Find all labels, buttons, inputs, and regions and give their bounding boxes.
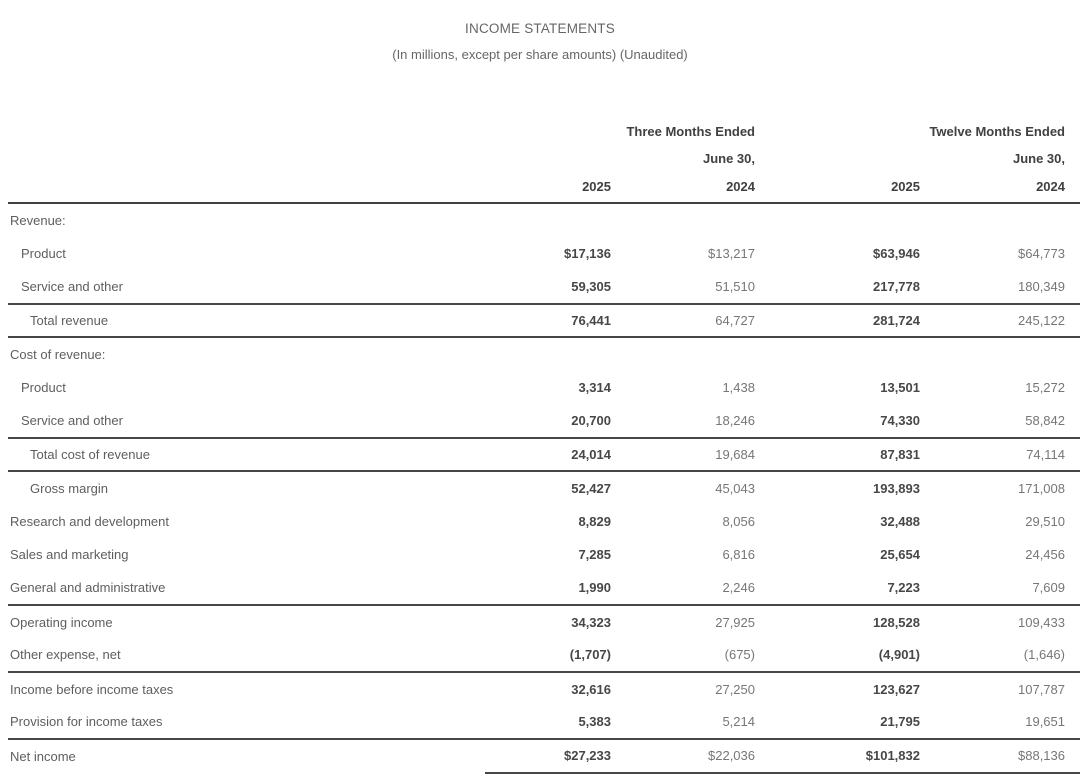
cell-value: 281,724: [755, 304, 920, 338]
cell-value: 2,246: [722, 580, 755, 596]
year-header-row: [8, 171, 1080, 203]
table-row: [8, 404, 1080, 438]
year-header-3mo-2025: 2025: [485, 171, 611, 203]
cell-value: 7,223: [887, 580, 920, 596]
cell-value: [755, 337, 920, 371]
row-label: Total revenue: [8, 304, 485, 338]
cell-value: 18,246: [715, 412, 755, 428]
cell-value: 5,383: [578, 714, 611, 730]
cell-value: 19,684: [611, 438, 755, 472]
cell-value: [755, 203, 920, 237]
cell-value: $88,136: [920, 739, 1080, 773]
cell-value: 107,787: [920, 672, 1080, 706]
year-header-12mo-2024: 2024: [920, 171, 1080, 203]
cell-value: 109,433: [920, 605, 1080, 639]
cell-value: $64,773: [1018, 245, 1065, 261]
row-label: Revenue:: [10, 212, 66, 228]
table-row: [8, 672, 1080, 706]
cell-value: [920, 203, 1080, 237]
cell-value: 51,510: [715, 278, 755, 294]
year-header-3mo-2024: 2024: [611, 171, 755, 203]
table-row: [8, 371, 1080, 405]
row-label: General and administrative: [10, 580, 166, 596]
table-row: [8, 270, 1080, 304]
cell-value: 29,510: [1025, 513, 1065, 529]
cell-value: 3,314: [578, 379, 611, 395]
cell-value: 8,829: [578, 513, 611, 529]
cell-value: [485, 203, 611, 237]
row-label: Product: [21, 379, 66, 395]
cell-value: [485, 337, 611, 371]
cell-value: 27,250: [611, 672, 755, 706]
cell-value: 59,305: [571, 278, 611, 294]
cell-value: 21,795: [880, 714, 920, 730]
cell-value: 7,285: [578, 547, 611, 563]
row-label: Provision for income taxes: [10, 714, 163, 730]
cell-value: [611, 203, 755, 237]
income-table-body: [8, 203, 1080, 773]
cell-value: 74,330: [880, 412, 920, 428]
cell-value: 171,008: [920, 471, 1080, 505]
cell-value: (675): [724, 647, 755, 663]
cell-value: 24,014: [485, 438, 611, 472]
cell-value: 74,114: [920, 438, 1080, 472]
row-label: Cost of revenue:: [8, 337, 485, 371]
table-row: [8, 237, 1080, 271]
cell-value: 13,501: [880, 379, 920, 395]
period-date-three-months: June 30,: [702, 150, 755, 166]
row-label: Product: [21, 245, 66, 261]
row-label: Net income: [8, 739, 485, 773]
row-label: Service and other: [21, 278, 123, 294]
cell-value: 64,727: [611, 304, 755, 338]
cell-value: 7,609: [1032, 580, 1065, 596]
cell-value: $17,136: [564, 245, 611, 261]
table-row: [8, 505, 1080, 539]
period-label-row: [8, 118, 1080, 145]
cell-value: 20,700: [571, 412, 611, 428]
table-row: [8, 605, 1080, 639]
cell-value: 76,441: [485, 304, 611, 338]
cell-value: 6,816: [722, 547, 755, 563]
row-label: Service and other: [21, 412, 123, 428]
cell-value: 27,925: [611, 605, 755, 639]
cell-value: 217,778: [873, 278, 920, 294]
row-label: Research and development: [10, 513, 169, 529]
cell-value: (1,707): [569, 647, 611, 663]
table-row: [8, 337, 1080, 371]
table-row: [8, 739, 1080, 773]
cell-value: 245,122: [920, 304, 1080, 338]
cell-value: 52,427: [485, 471, 611, 505]
cell-value: (1,646): [1023, 647, 1065, 663]
table-header: [8, 118, 1080, 203]
header-spacer: [8, 118, 485, 145]
period-header-three-months: Three Months Ended: [626, 124, 755, 139]
table-row: [8, 304, 1080, 338]
period-date-twelve-months: June 30,: [1012, 150, 1065, 166]
cell-value: [611, 337, 755, 371]
cell-value: 19,651: [1025, 714, 1065, 730]
cell-value: (4,901): [878, 647, 920, 663]
cell-value: 58,842: [1025, 412, 1065, 428]
row-label: Sales and marketing: [10, 547, 129, 563]
cell-value: 8,056: [722, 513, 755, 529]
cell-value: 128,528: [755, 605, 920, 639]
cell-value: $22,036: [611, 739, 755, 773]
cell-value: 1,990: [578, 580, 611, 596]
header-spacer: [8, 145, 485, 171]
cell-value: $101,832: [755, 739, 920, 773]
cell-value: 32,616: [485, 672, 611, 706]
period-date-row: [8, 145, 1080, 171]
table-row: [8, 438, 1080, 472]
cell-value: $63,946: [873, 245, 920, 261]
table-row: [8, 471, 1080, 505]
table-row: [8, 639, 1080, 673]
page-title: INCOME STATEMENTS: [465, 21, 615, 36]
table-row: [8, 203, 1080, 237]
row-label: Income before income taxes: [8, 672, 485, 706]
year-header-12mo-2025: 2025: [755, 171, 920, 203]
cell-value: 180,349: [1018, 278, 1065, 294]
cell-value: 193,893: [755, 471, 920, 505]
period-header-twelve-months: Twelve Months Ended: [929, 124, 1065, 139]
row-label: Total cost of revenue: [8, 438, 485, 472]
table-row: [8, 572, 1080, 606]
cell-value: $13,217: [708, 245, 755, 261]
table-row: [8, 538, 1080, 572]
cell-value: $27,233: [485, 739, 611, 773]
row-label: Gross margin: [8, 471, 485, 505]
table-row: [8, 706, 1080, 740]
cell-value: 1,438: [722, 379, 755, 395]
cell-value: 25,654: [880, 547, 920, 563]
cell-value: 5,214: [722, 714, 755, 730]
row-label: Other expense, net: [10, 647, 121, 663]
cell-value: 15,272: [1025, 379, 1065, 395]
cell-value: 24,456: [1025, 547, 1065, 563]
row-label: Operating income: [8, 605, 485, 639]
header-spacer: [8, 171, 485, 203]
income-statement-table: [8, 118, 1080, 774]
cell-value: 87,831: [755, 438, 920, 472]
cell-value: 34,323: [485, 605, 611, 639]
page-subtitle: (In millions, except per share amounts) (Unaudited): [392, 47, 688, 62]
cell-value: 45,043: [611, 471, 755, 505]
cell-value: 123,627: [755, 672, 920, 706]
cell-value: 32,488: [880, 513, 920, 529]
cell-value: [920, 337, 1080, 371]
